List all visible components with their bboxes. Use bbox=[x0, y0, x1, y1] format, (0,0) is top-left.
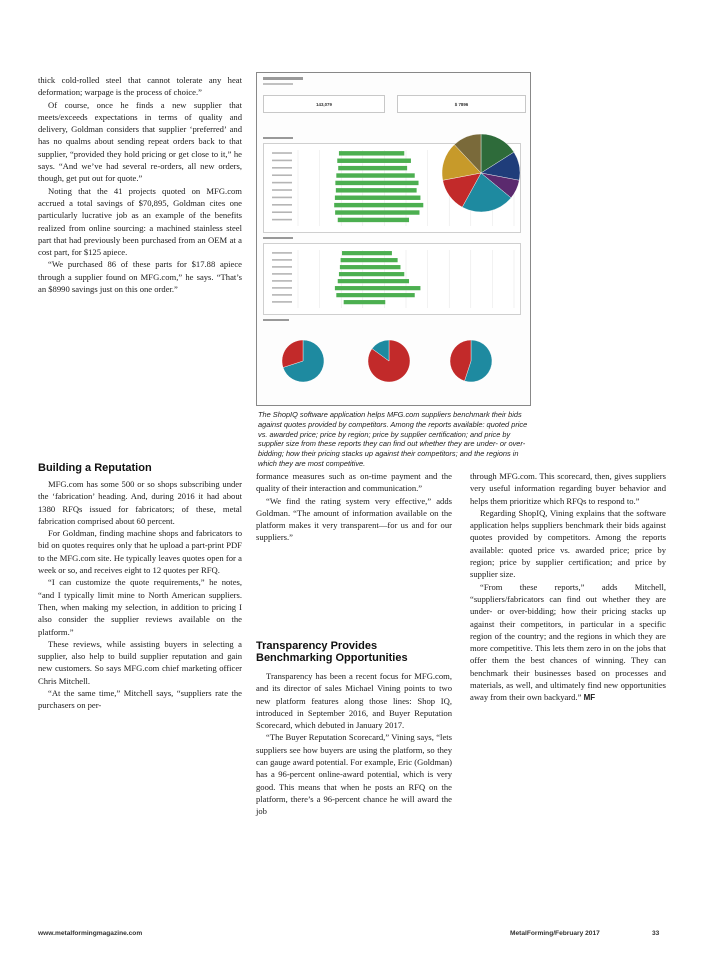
paragraph bbox=[38, 99, 242, 185]
paragraph bbox=[256, 731, 452, 817]
bar-label bbox=[272, 294, 292, 296]
paragraph-text: “From these reports,” adds Mitchell, “suppliers/fabricators can find out whether they are under- or over-bidding; how their pricing stacks up against their competitors, in particular in a specific region of the country; and the regions in which they are more competitive. This lets them zero in on the jobs that offer them the best chances of winning. They can benchmark their businesses based on processes and materials, as well, and ultimately find new opportunities away from their own backyard.” bbox=[470, 581, 666, 703]
pie-chart-small bbox=[367, 339, 411, 383]
paragraph: through MFG.com. This scorecard, then, gives suppliers very useful information regarding buyer behavior and helps them prioritize which RFQs to respond to.” bbox=[470, 471, 666, 506]
paragraph bbox=[256, 670, 452, 731]
paragraph-text: Of course, once he finds a new supplier that meets/exceeds expectations in terms of quality and delivery, Goldman considers that supplier ‘preferred’ and has no qualms about sending repeat orders back to that supplier, “provided they hold pricing or get close to it,” he says. “And we’ve had several re-orders, all new orders, though, get put out for quote.” bbox=[38, 99, 242, 184]
pie-chart-small bbox=[449, 339, 493, 383]
bar bbox=[335, 196, 421, 200]
heading-transparency: Transparency Provides Benchmarking Opportunities bbox=[256, 640, 408, 664]
paragraph-text: Regarding ShopIQ, Vining explains that the software application helps suppliers benchmark their bids against quotes provided by competitors. Among the reports available: quoted price vs. awarded price; price by region; price by supplier certification; and price by supplier size. bbox=[470, 507, 666, 580]
paragraph bbox=[256, 495, 452, 544]
paragraph-text: These reviews, while assisting buyers in selecting a supplier, also help to build supplier reputation and gain new customers. So says MFG.com chief marketing officer Chris Mitchell. bbox=[38, 638, 242, 686]
panel-label-bar bbox=[263, 137, 293, 139]
column-2-bottom bbox=[256, 670, 452, 818]
figure-caption: The ShopIQ software application helps MFG.com suppliers benchmark their bids against quotes provided by competitors. Among the reports available: quoted price vs. awarded price; price by region; price by supplier certification; and price by supplier size from these reports they can find out whether they are under- or over-bidding; how their pricing stacks up against their competitors; and the regions in which they are most competitive. bbox=[258, 410, 528, 468]
bar bbox=[339, 272, 404, 276]
bar-label bbox=[272, 301, 292, 303]
panel-label-bar bbox=[263, 319, 289, 321]
paragraph-text: Transparency has been a recent focus for MFG.com, and its director of sales Michael Vining points to two new platform features along those lines: Shop IQ, introduced in September 2016, and Buyer Reputation Scorecard, which debuted in January 2017. bbox=[256, 671, 452, 731]
paragraph-text: Noting that the 41 projects quoted on MFG.com accrued a total savings of $70,895, Goldman cites one particularly lucrative job as an example of the benefits realized from online sourcing: a machined stainless steel part that had previously been purchased from an OEM at a cost part, for $125 apiece. bbox=[38, 185, 242, 258]
bar bbox=[338, 166, 407, 170]
bar bbox=[340, 265, 401, 269]
shopiq-screenshot bbox=[256, 72, 531, 406]
bar-label bbox=[272, 211, 292, 213]
heading-building-reputation: Building a Reputation bbox=[38, 462, 152, 474]
bar-label bbox=[272, 280, 292, 282]
footer-page-number: 33 bbox=[652, 930, 660, 937]
pie-chart-small bbox=[281, 339, 325, 383]
stat-box-left bbox=[263, 95, 385, 113]
bar bbox=[335, 210, 419, 214]
paragraph: formance measures such as on-time payment and the quality of their interaction and communication.” bbox=[256, 471, 452, 494]
bar-chart-bottom bbox=[264, 244, 520, 314]
bar-label bbox=[272, 204, 292, 206]
column-1-top bbox=[38, 74, 242, 295]
bar-panel-bottom bbox=[263, 243, 521, 315]
bar-label bbox=[272, 266, 292, 268]
panel-label-bar bbox=[263, 237, 293, 239]
paragraph-text: For Goldman, finding machine shops and fabricators to bid on quotes requires only that he upload a part-print PDF to the MFG.com site. He typically leaves quotes open for a week or so, and receives eight to 12 quotes per RFQ. bbox=[38, 528, 242, 576]
paragraph-text: MFG.com has some 500 or so shops subscribing under the ‘fabrication’ heading. And, during 2016 it had about 1380 RFQs issued for fabricators; of these, metal fabrication comprised about 60 percent. bbox=[38, 479, 242, 526]
bar-label bbox=[272, 197, 292, 199]
end-mark: MF bbox=[583, 693, 596, 703]
bar bbox=[336, 188, 417, 192]
bar-label bbox=[272, 182, 292, 184]
bar-label bbox=[272, 252, 292, 254]
paragraph-text: “At the same time,” Mitchell says, “suppliers rate the purchasers on per- bbox=[38, 688, 242, 711]
bar bbox=[344, 300, 386, 304]
bar-label bbox=[272, 160, 292, 162]
bar bbox=[336, 293, 414, 297]
column-1-bottom bbox=[38, 478, 242, 712]
bar-label bbox=[272, 152, 292, 154]
dashboard-subtitle-bar bbox=[263, 83, 293, 85]
paragraph bbox=[38, 185, 242, 259]
bar-label bbox=[272, 219, 292, 221]
paragraph bbox=[470, 507, 666, 581]
bar-label bbox=[272, 259, 292, 261]
paragraph-text: “The Buyer Reputation Scorecard,” Vining says, “lets suppliers see how buyers are using the platform, so they can gauge award potential. For example, Eric (Goldman) has a 96-percent online-award potential, which is very good. This means that when he posts an RFQ on the platform, there’s a 96-percent chance he will award the job bbox=[256, 732, 452, 817]
bar-label bbox=[272, 167, 292, 169]
column-3 bbox=[470, 470, 666, 705]
stat-value: $ 7896 bbox=[454, 102, 469, 107]
bar-label bbox=[272, 287, 292, 289]
paragraph bbox=[38, 576, 242, 637]
column-2 bbox=[256, 470, 452, 544]
bar-label bbox=[272, 174, 292, 176]
footer-issue: MetalForming/February 2017 bbox=[510, 930, 600, 937]
paragraph-text: “We find the rating system very effective,” adds Goldman. “The amount of information available on the platform makes it very transparent—for us and for our suppliers.” bbox=[256, 495, 452, 543]
paragraph bbox=[38, 687, 242, 712]
stat-box-right bbox=[397, 95, 526, 113]
paragraph bbox=[38, 638, 242, 687]
bar bbox=[341, 258, 398, 262]
bar-label bbox=[272, 273, 292, 275]
bar bbox=[336, 173, 414, 177]
bar bbox=[334, 203, 423, 207]
paragraph: thick cold-rolled steel that cannot tolerate any heat deformation; warpage is the process of choice.” bbox=[38, 75, 242, 98]
bar bbox=[339, 151, 404, 155]
footer-url: www.metalformingmagazine.com bbox=[38, 930, 143, 937]
paragraph bbox=[38, 258, 242, 295]
paragraph-text: “I can customize the quote requirements,” he notes, “and I typically limit mine to North American suppliers. Then, when making my selection, in addition to pricing I also consider the supplier reviews available on the platform.” bbox=[38, 577, 242, 637]
paragraph bbox=[38, 527, 242, 576]
bar bbox=[337, 159, 411, 163]
paragraph-text: “We purchased 86 of these parts for $17.88 apiece through a supplier found on MFG.com,” he says. “That’s an $8990 savings just on this one order.” bbox=[38, 259, 242, 295]
paragraph bbox=[470, 581, 666, 705]
bar bbox=[342, 251, 392, 255]
stat-value: 143,079 bbox=[316, 102, 332, 107]
bar-label bbox=[272, 189, 292, 191]
bar bbox=[335, 286, 421, 290]
paragraph bbox=[38, 478, 242, 527]
bar bbox=[338, 279, 409, 283]
bar bbox=[338, 218, 409, 222]
dashboard-title-bar bbox=[263, 77, 303, 80]
bar bbox=[335, 181, 418, 185]
pie-chart-main bbox=[441, 133, 521, 213]
